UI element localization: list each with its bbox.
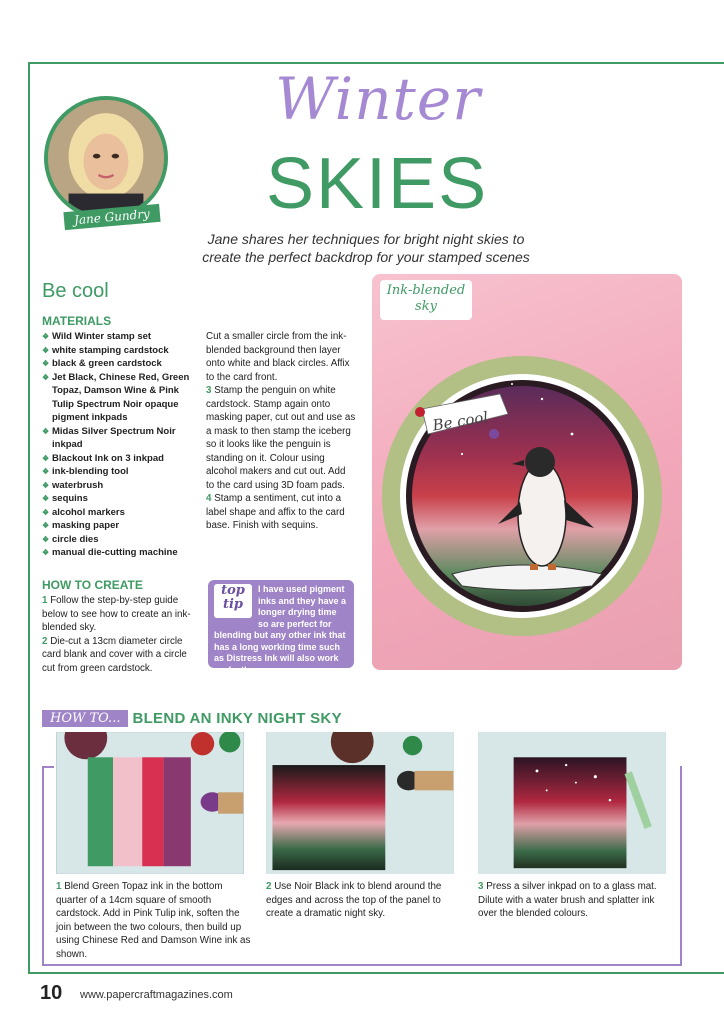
section-heading: Be cool [42,280,109,302]
top-tip-badge [214,584,252,618]
page-title: SKIES [266,144,489,224]
step-photo-3 [476,730,668,876]
list-item: ❖ circle dies [42,533,202,547]
sentiment-label: Be cool [431,408,490,435]
list-item: ❖ black & green cardstock [42,357,202,371]
howto-title: BLEND AN INKY NIGHT SKY [132,709,342,727]
howto-tag: HOW TO... [42,710,128,727]
author-photo [44,96,168,220]
step-number: 4 [206,493,212,504]
card-photo [372,274,682,670]
how-to-create-heading: HOW TO CREATE [42,578,143,592]
how-to-create-steps-left [42,594,202,675]
materials-list [42,330,202,560]
materials-heading: MATERIALS [42,314,112,328]
penguin-card-icon [372,274,682,670]
step-text: Use Noir Black ink to blend around the edges and across the top of the panel to create a dramatic night sky. [266,881,442,919]
step-text: Cut a smaller circle from the ink-blended background then layer onto white and black circles. Affix to the card front. [206,331,350,383]
list-item: ❖ manual die-cutting machine [42,546,202,560]
howto-heading [42,708,342,728]
list-item: ❖ Blackout Ink on 3 inkpad [42,452,202,466]
step1-blending-icon [56,732,244,874]
photo-label-line: sky [415,299,437,314]
list-item: ❖ alcohol markers [42,506,202,520]
step-number: 2 [42,635,48,647]
list-item: ❖ masking paper [42,519,202,533]
step-paragraph [206,384,356,492]
step-paragraph [206,492,356,533]
photo-label-line: Ink-blended [386,283,466,298]
step-text: Stamp a sentiment, cut into a label shape and affix to the card base. Finish with sequins. [206,493,345,531]
author-portrait-icon [48,100,164,216]
top-tip-badge-line: top [221,583,245,598]
top-tip-box [208,580,354,675]
list-item: ❖ sequins [42,492,202,506]
step-paragraph [206,330,356,384]
step-photo-1 [54,730,246,876]
step-number: 3 [206,385,212,396]
howto-step-caption [478,880,674,921]
step-text: Press a silver inkpad on to a glass mat. Dilute with a water brush and splatter ink over the blended colours. [478,881,657,919]
list-item: ❖ Midas Silver Spectrum Noir inkpad [42,425,202,452]
step-text: Die-cut a 13cm diameter circle card blank and cover with a circle cut from green cardstock. [42,635,187,674]
step-text: Stamp the penguin on white cardstock. Stamp again onto masking paper, cut out and use as a mask to then stamp the iceberg so it looks like the penguin is standing on it. Colour using alcohol makers and cut out. Add to the card using 3D foam pads. [206,385,356,491]
how-to-create-steps-mid [206,330,356,533]
step3-splatter-icon [478,732,666,874]
list-item: ❖ ink-blending tool [42,465,202,479]
top-tip-badge-line: tip [222,597,244,612]
step-number: 1 [56,881,62,892]
author-name-tag: Jane Gundry [63,204,160,230]
list-item: ❖ waterbrush [42,479,202,493]
step-paragraph [42,635,202,676]
photo-label [380,280,472,320]
step-text: Blend Green Topaz ink in the bottom quarter of a 14cm square of smooth cardstock. Add in Pink Tulip ink, soften the join between the two colours, then build up using Chinese Red and Damson Wine ink as shown. [56,881,251,960]
howto-step-caption [56,880,252,961]
title-script: Winter [275,65,481,133]
list-item: ❖ Jet Black, Chinese Red, Green Topaz, Damson Wine & Pink Tulip Spectrum Noir opaque pigment inkpads [42,371,202,425]
list-item: ❖ Wild Winter stamp set [42,330,202,344]
step-number: 1 [42,595,48,606]
list-item: ❖ white stamping cardstock [42,344,202,358]
step-number: 2 [266,881,272,892]
standfirst: Jane shares her techniques for bright night skies to create the perfect backdrop for your stamped scenes [202,231,530,265]
page-number: 10 [40,982,63,1004]
howto-step-caption [266,880,462,921]
step2-blending-icon [266,732,454,874]
top-tip-text: I have used pigment inks and they have a longer drying time so are perfect for blending but any other ink that has a long working time such as Distress Ink will also work perfectly [214,584,347,675]
step-text: Follow the step-by-step guide below to see how to create an ink-blended sky. [42,595,191,633]
step-photo-2 [264,730,456,876]
step-paragraph [42,594,202,635]
footer-url[interactable]: www.papercraftmagazines.com [80,989,233,1001]
step-number: 3 [478,881,484,892]
